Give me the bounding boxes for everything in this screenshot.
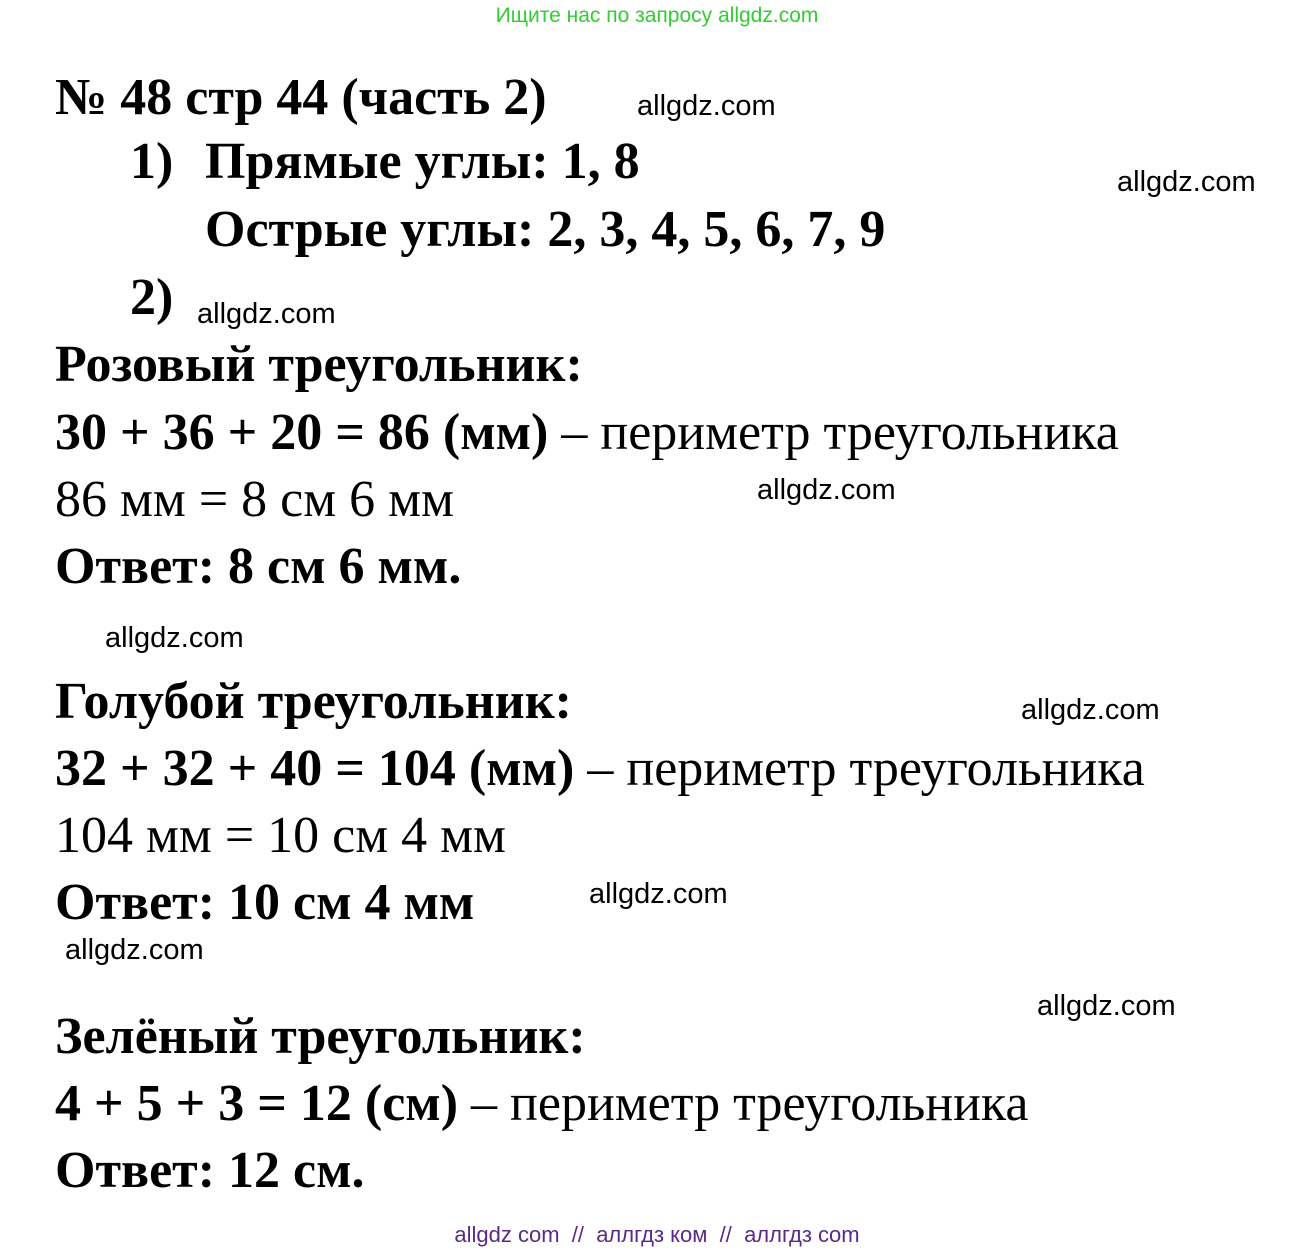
pink-heading: Розовый треугольник:: [55, 336, 583, 393]
watermark: allgdz.com: [1037, 990, 1176, 1022]
green-equation: 4 + 5 + 3 = 12 (см): [55, 1075, 459, 1132]
watermark: allgdz.com: [105, 622, 244, 654]
blue-heading: Голубой треугольник:: [55, 673, 572, 730]
watermark: allgdz.com: [1117, 166, 1256, 198]
pink-equation: 30 + 36 + 20 = 86 (мм): [55, 404, 549, 461]
watermark: allgdz.com: [1021, 694, 1160, 726]
pink-answer: Ответ: 8 см 6 мм.: [55, 538, 462, 595]
watermark: allgdz.com: [589, 878, 728, 910]
blue-equation-note: – периметр треугольника: [574, 740, 1145, 797]
green-answer: Ответ: 12 см.: [55, 1142, 365, 1199]
part1-marker: 1): [130, 133, 174, 190]
pink-equation-line: [55, 403, 1119, 463]
blue-equation: 32 + 32 + 40 = 104 (мм): [55, 740, 575, 797]
watermark: allgdz.com: [757, 474, 896, 506]
acute-angles-line: Острые углы: 2, 3, 4, 5, 6, 7, 9: [205, 201, 886, 258]
pink-equation-note: – периметр треугольника: [548, 404, 1119, 461]
top-banner: Ищите нас по запросу allgdz.com: [495, 4, 819, 27]
green-heading: Зелёный треугольник:: [55, 1008, 586, 1065]
watermark: allgdz.com: [65, 934, 204, 966]
blue-answer: Ответ: 10 см 4 мм: [55, 874, 475, 931]
pink-conversion: 86 мм = 8 см 6 мм: [55, 471, 454, 528]
watermark: allgdz.com: [637, 90, 776, 122]
part2-marker: 2): [130, 269, 174, 326]
watermark: allgdz.com: [197, 298, 336, 330]
task-title: № 48 стр 44 (часть 2): [55, 69, 547, 126]
right-angles-line: Прямые углы: 1, 8: [205, 133, 640, 190]
footer-banner: allgdz com // аллгдз ком // аллгдз com: [454, 1222, 860, 1247]
green-equation-line: [55, 1074, 1028, 1134]
green-equation-note: – периметр треугольника: [458, 1075, 1029, 1132]
blue-equation-line: [55, 739, 1145, 799]
blue-conversion: 104 мм = 10 см 4 мм: [55, 807, 506, 864]
